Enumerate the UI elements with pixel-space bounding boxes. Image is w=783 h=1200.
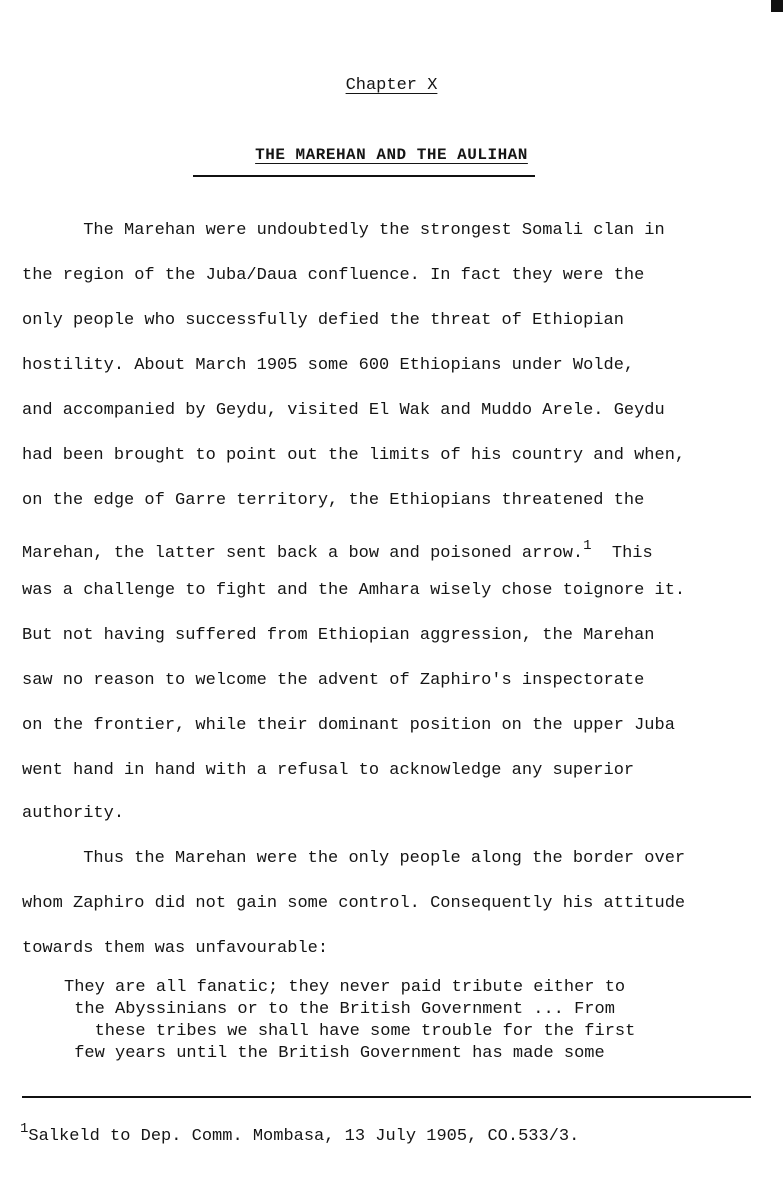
body-line: hostility. About March 1905 some 600 Ethiopians under Wolde,	[22, 356, 635, 375]
footnote-marker: 1	[20, 1121, 29, 1137]
block-quote-line: these tribes we shall have some trouble for the first	[64, 1022, 636, 1041]
block-quote-line: the Abyssinians or to the British Government ... From	[64, 1000, 615, 1019]
body-line: on the frontier, while their dominant position on the upper Juba	[22, 716, 675, 735]
body-line-with-footnote	[22, 536, 762, 564]
footnote-reference: 1	[583, 538, 592, 554]
chapter-title	[0, 146, 783, 164]
body-line: towards them was unfavourable:	[22, 939, 329, 958]
title-double-underline	[193, 175, 535, 177]
body-line: the region of the Juba/Daua confluence. In fact they were the	[22, 266, 645, 285]
chapter-label: Chapter X	[345, 76, 438, 95]
chapter-heading	[0, 76, 783, 95]
body-line-text: Marehan, the latter sent back a bow and poisoned arrow.	[22, 544, 584, 563]
block-quote-line: few years until the British Government has made some	[64, 1044, 605, 1063]
body-line-continuation: This	[591, 544, 653, 563]
body-line: was a challenge to fight and the Amhara wisely chose toignore it.	[22, 581, 686, 600]
body-line: and accompanied by Geydu, visited El Wak and Muddo Arele. Geydu	[22, 401, 665, 420]
body-line: whom Zaphiro did not gain some control. Consequently his attitude	[22, 894, 686, 913]
body-line: The Marehan were undoubtedly the strongest Somali clan in	[22, 221, 665, 240]
scan-corner-mark	[771, 0, 783, 12]
body-line: saw no reason to welcome the advent of Zaphiro's inspectorate	[22, 671, 645, 690]
footnote-separator	[22, 1096, 751, 1098]
body-line: But not having suffered from Ethiopian aggression, the Marehan	[22, 626, 655, 645]
body-line: Thus the Marehan were the only people along the border over	[22, 849, 686, 868]
footnote-text: Salkeld to Dep. Comm. Mombasa, 13 July 1905, CO.533/3.	[28, 1127, 580, 1146]
body-line: only people who successfully defied the threat of Ethiopian	[22, 311, 624, 330]
body-line: on the edge of Garre territory, the Ethiopians threatened the	[22, 491, 645, 510]
body-line: had been brought to point out the limits of his country and when,	[22, 446, 686, 465]
body-line: authority.	[22, 804, 125, 823]
chapter-title-text: THE MAREHAN AND THE AULIHAN	[255, 146, 528, 164]
body-line: went hand in hand with a refusal to acknowledge any superior	[22, 761, 635, 780]
block-quote-line: They are all fanatic; they never paid tribute either to	[64, 978, 626, 997]
footnote	[20, 1118, 579, 1148]
